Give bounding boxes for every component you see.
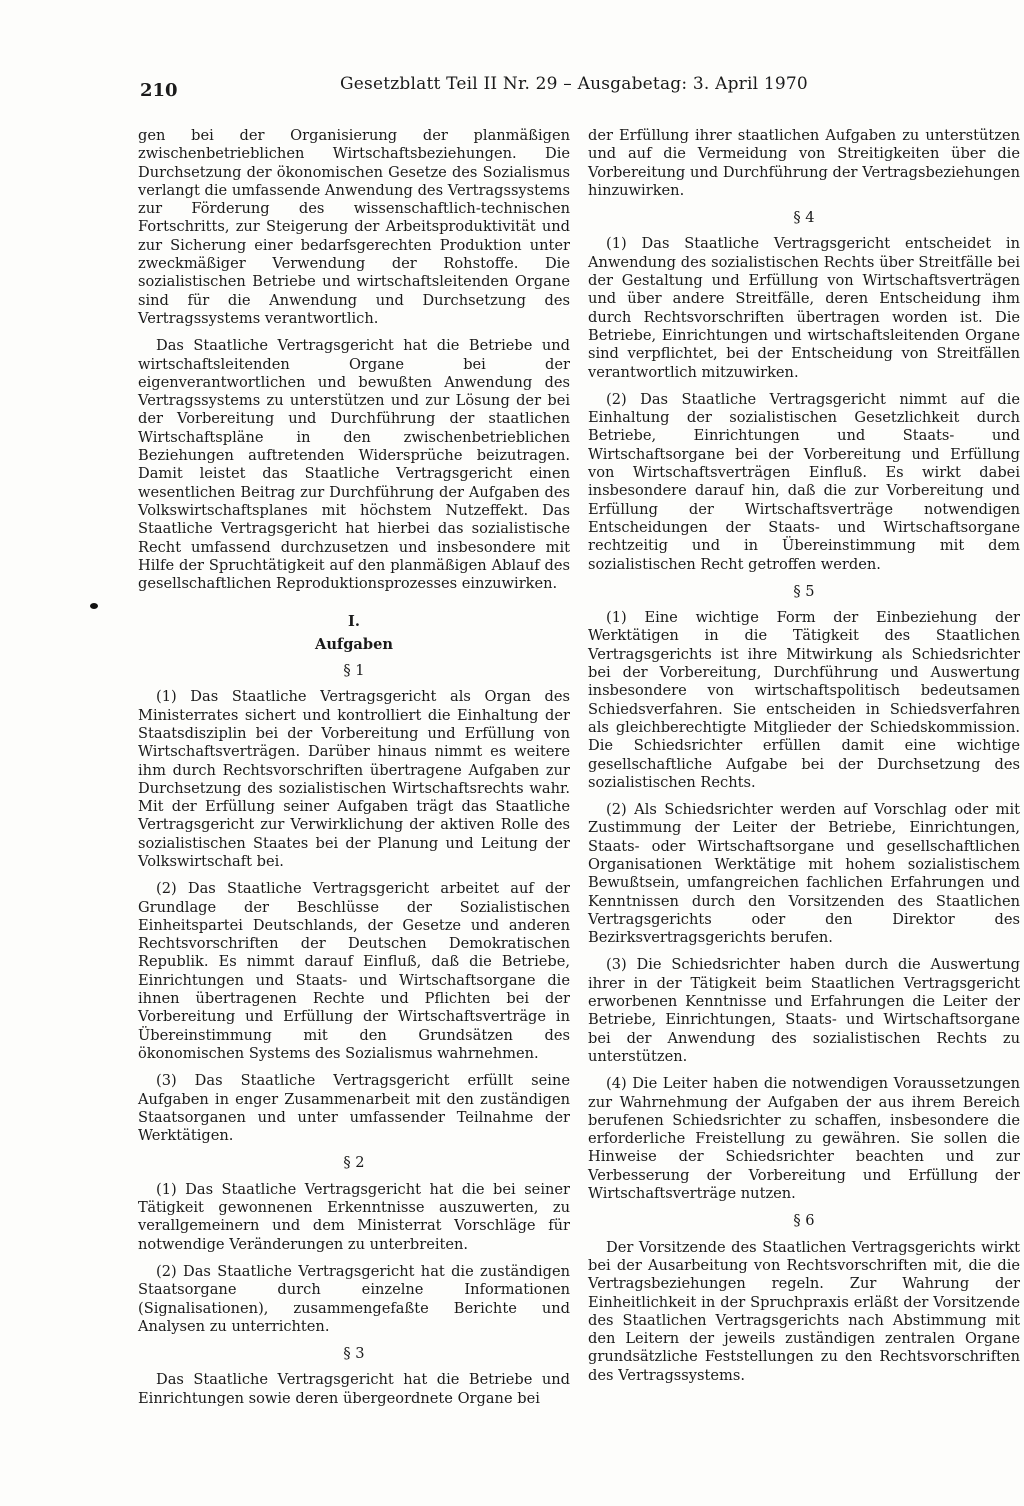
paragraph: (1) Das Staatliche Vertragsgericht als Organ des Ministerrates sichert und kontrolliert die Einhaltung der Staatsdisziplin bei der Vorbereitung und Erfüllung von Wirtschaftsverträgen. Darüber hinaus nimmt es weitere ihm durch Rechtsvorschriften übertragene Aufgaben zur Durchsetzung des sozialistischen Wirtschaftsrechts wahr. Mit der Erfüllung seiner Aufgaben trägt das Staatliche Vertragsgericht zur Verwirklichung der aktiven Rolle des sozialistischen Staates bei der Planung und Leitung der Volkswirtschaft bei. <box>138 688 570 870</box>
page-number: 210 <box>140 80 178 101</box>
section-heading: § 3 <box>343 1345 365 1363</box>
paragraph: (1) Das Staatliche Vertragsgericht hat die bei seiner Tätigkeit gewonnenen Erkenntnisse auszuwerten, zu verallgemeinern und dem Ministerrat Vorschläge für notwendige Veränderungen zu unterbreiten. <box>138 1180 570 1253</box>
paragraph: (2) Als Schiedsrichter werden auf Vorschlag oder mit Zustimmung der Leiter der Betriebe, Einrichtungen, Staats- oder Wirtschaftsorgane und gesellschaftlichen Organisationen Werktätige mit hohem sozialistischem Bewußtsein, umfangreichen fachlichen Erfahrungen und Kenntnissen durch den Vorsitzenden des Staatlichen Vertragsgerichts oder den Direktor des Bezirksvertragsgerichts berufen. <box>588 801 1020 947</box>
section-heading: § 2 <box>343 1154 365 1172</box>
part-number: I. <box>348 613 360 631</box>
section-heading: § 5 <box>793 582 815 600</box>
section-heading: § 6 <box>793 1212 815 1230</box>
right-column <box>588 127 1020 1394</box>
part-title: Aufgaben <box>315 635 393 653</box>
gazette-header-title: Gesetzblatt Teil II Nr. 29 – Ausgabetag: 3. April 1970 <box>340 74 808 94</box>
paragraph: gen bei der Organisierung der planmäßigen zwischenbetrieblichen Wirtschaftsbeziehungen. Die Durchsetzung der ökonomischen Gesetze des Sozialismus verlangt die umfassende Anwendung des Vertragssystems zur Förderung des wissenschaftlich-technischen Fortschritts, zur Steigerung der Arbeitsproduktivität und zur Sicherung einer bedarfsgerechten Produktion unter zweckmäßiger Verwendung der Rohstoffe. Die sozialistischen Betriebe und wirtschaftsleitenden Organe sind für die Anwendung und Durchsetzung des Vertragssystems verantwortlich. <box>138 127 570 327</box>
paragraph: (3) Die Schiedsrichter haben durch die Auswertung ihrer in der Tätigkeit beim Staatlichen Vertragsgericht erworbenen Kenntnisse und Erfahrungen die Leiter der Betriebe, Einrichtungen, Staats- und Wirtschaftsorgane bei der Anwendung des sozialistischen Rechts zu unterstützen. <box>588 956 1020 1065</box>
paragraph: der Erfüllung ihrer staatlichen Aufgaben zu unterstützen und auf die Vermeidung von Streitigkeiten über die Vorbereitung und Durchführung der Vertragsbeziehungen hinzuwirken. <box>588 127 1020 199</box>
margin-mark <box>90 603 98 609</box>
paragraph: (1) Das Staatliche Vertragsgericht entscheidet in Anwendung des sozialistischen Rechts über Streitfälle bei der Gestaltung und Erfüllung von Wirtschaftsverträgen und über andere Streitfälle, deren Entscheidung ihm durch Rechtsvorschriften übertragen worden ist. Die Betriebe, Einrichtungen und wirtschaftsleitenden Organe sind verpflichtet, bei der Entscheidung von Streitfällen verantwortlich mitzuwirken. <box>588 235 1020 381</box>
section-heading: § 4 <box>793 209 815 227</box>
left-column <box>138 127 570 1417</box>
paragraph: Das Staatliche Vertragsgericht hat die Betriebe und wirtschaftsleitenden Organe bei der eigenverantwortlichen und bewußten Anwendung des Vertragssystems zu unterstützen und zur Lösung der bei der Vorbereitung und Durchführung der staatlichen Wirtschaftspläne in den zwischenbetrieblichen Beziehungen auftretenden Widersprüche beizutragen. Damit leistet das Staatliche Vertragsgericht einen wesentlichen Beitrag zur Durchführung der Aufgaben des Volkswirtschaftsplanes mit höchstem Nutzeffekt. Das Staatliche Vertragsgericht hat hierbei das sozialistische Recht umfassend durchzusetzen und insbesondere mit Hilfe der Spruchtätigkeit auf den planmäßigen Ablauf des gesellschaftlichen Reproduktionsprozesses einzuwirken. <box>138 337 570 593</box>
paragraph: (2) Das Staatliche Vertragsgericht hat die zuständigen Staatsorgane durch einzelne Informationen (Signalisationen), zusammengefaßte Berichte und Analysen zu unterrichten. <box>138 1262 570 1335</box>
paragraph: (3) Das Staatliche Vertragsgericht erfüllt seine Aufgaben in enger Zusammenarbeit mit den zuständigen Staatsorganen und unter umfassender Teilnahme der Werktätigen. <box>138 1072 570 1145</box>
section-heading: § 1 <box>343 662 365 680</box>
paragraph: Der Vorsitzende des Staatlichen Vertragsgerichts wirkt bei der Ausarbeitung von Rechtsvorschriften mit, die die Vertragsbeziehungen regeln. Zur Wahrung der Einheitlichkeit in der Spruchpraxis erläßt der Vorsitzende des Staatlichen Vertragsgerichts nach Abstimmung mit den Leitern der jeweils zuständigen zentralen Organe grundsätzliche Feststellungen zu den Rechtsvorschriften des Vertragssystems. <box>588 1238 1020 1384</box>
paragraph: (1) Eine wichtige Form der Einbeziehung der Werktätigen in die Tätigkeit des Staatlichen Vertragsgerichts ist ihre Mitwirkung als Schiedsrichter bei der Vorbereitung, Durchführung und Auswertung insbesondere von wirtschaftspolitisch bedeutsamen Schiedsverfahren. Sie entscheiden in Schiedsverfahren als gleichberechtigte Mitglieder der Schiedskommission. Die Schiedsrichter erfüllen damit eine wichtige gesellschaftliche Aufgabe bei der Durchsetzung des sozialistischen Rechts. <box>588 609 1020 791</box>
paragraph: (4) Die Leiter haben die notwendigen Voraussetzungen zur Wahrnehmung der Aufgaben der aus ihrem Bereich berufenen Schiedsrichter zu schaffen, insbesondere die erforderliche Freistellung zu gewähren. Sie sollen die Hinweise der Schiedsrichter beachten und zur Verbesserung der Vorbereitung und Erfüllung der Wirtschaftsverträge nutzen. <box>588 1075 1020 1203</box>
paragraph: (2) Das Staatliche Vertragsgericht arbeitet auf der Grundlage der Beschlüsse der Sozialistischen Einheitspartei Deutschlands, der Gesetze und anderen Rechtsvorschriften der Deutschen Demokratischen Republik. Es nimmt darauf Einfluß, daß die Betriebe, Einrichtungen und Staats- und Wirtschaftsorgane die ihnen übertragenen Rechte und Pflichten bei der Vorbereitung und Erfüllung der Wirtschaftsverträge in Übereinstimmung mit den Grundsätzen des ökonomischen Systems des Sozialismus wahrnehmen. <box>138 880 570 1062</box>
paragraph: (2) Das Staatliche Vertragsgericht nimmt auf die Einhaltung der sozialistischen Gesetzlichkeit durch Betriebe, Einrichtungen und Staats- und Wirtschaftsorgane bei der Vorbereitung und Erfüllung von Wirtschaftsverträgen Einfluß. Es wirkt dabei insbesondere darauf hin, daß die zur Vorbereitung und Erfüllung der Wirtschaftsverträge notwendigen Entscheidungen der Staats- und Wirtschaftsorgane rechtzeitig und in Übereinstimmung mit dem sozialistischen Recht getroffen werden. <box>588 390 1020 573</box>
page-header <box>140 72 1010 102</box>
paragraph: Das Staatliche Vertragsgericht hat die Betriebe und Einrichtungen sowie deren übergeordnete Organe bei <box>138 1371 570 1407</box>
